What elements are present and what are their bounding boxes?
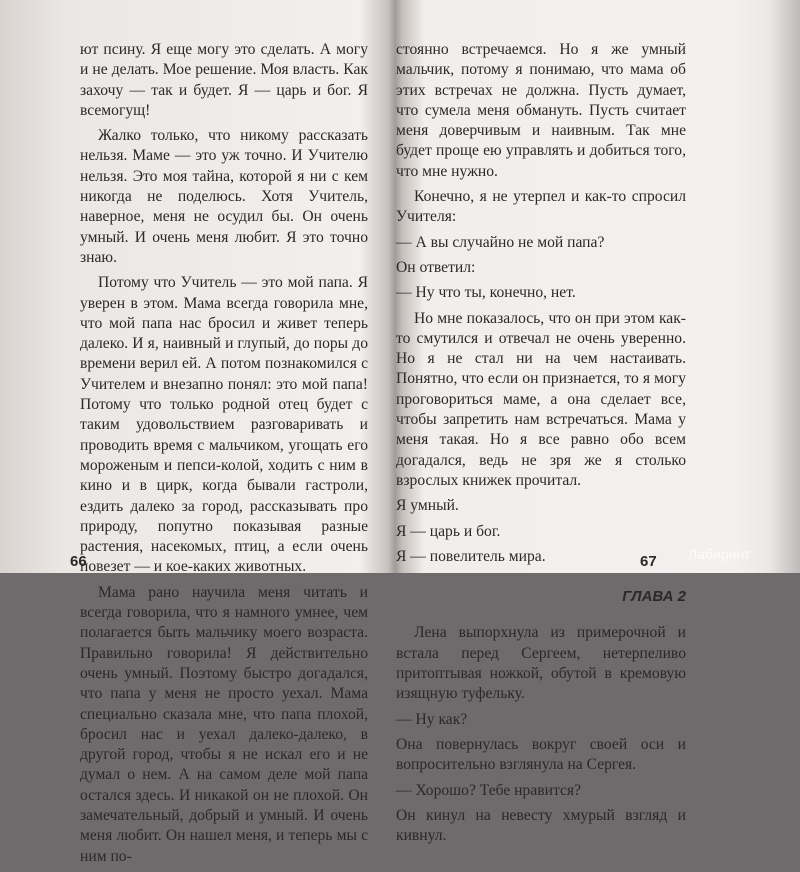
paragraph: Я умный. [396, 497, 459, 515]
paragraph: Она повернулась вокруг своей оси и вопросительно взглянула на Сергея. [396, 735, 686, 774]
paragraph: Он кинул на невесту хмурый взгляд и кивнул. [396, 806, 686, 845]
paragraph: ют псину. Я еще могу это сделать. А могу и не делать. Мое решение. Моя власть. Как захочу — так и будет. Я — царь и бог. Я всемогущ! [80, 41, 368, 119]
paragraph: — Ну как? [396, 710, 468, 728]
page-number-left: 66 [70, 553, 87, 570]
right-page-text [396, 40, 686, 851]
paragraph: — Хорошо? Тебе нравится? [396, 781, 581, 799]
paragraph: Конечно, я не утерпел и как-то спросил Учителя: [396, 188, 686, 226]
paragraph: — А вы случайно не мой папа? [396, 233, 605, 251]
paragraph: Но мне показалось, что он при этом как-то смутился и отвечал не очень уверенно. Но я не стал ни на чем настаивать. Понятно, что если он признается, то я могу проговориться маме, а она сделает все, чтобы запретить нам встречаться. Мама у меня такая. Но я все равно обо всем догадался, ведь не зря же я столько взрослых книжек прочитал. [396, 309, 686, 489]
paragraph: стоянно встречаемся. Но я же умный мальчик, потому я понимаю, что мама об этих встречах не должна. Пусть думает, что сумела меня обмануть. Пусть считает меня доверчивым и наивным. Так мне будет проще ею управлять и добиться того, что мне нужно. [396, 41, 686, 180]
left-page-text [80, 40, 368, 872]
paragraph: Потому что Учитель — это мой папа. Я уверен в этом. Мама всегда говорила мне, что мой папа нас бросил и живет теперь далеко. И я, наивный и глупый, до поры до времени верил ей. А потом познакомился с Учителем и внезапно понял: это мой папа! Потому что только родной отец будет с таким удовольствием разговаривать и проводить время с мальчиком, угощать его мороженым и пепси-колой, ходить с ним в кино и в цирк, когда бывали гастроли, ездить далеко за город, рассказывать про природу, попутно показывая разные растения, насекомых, птиц, а если очень повезет — и кое-каких животных. [80, 274, 368, 576]
paragraph: Я — повелитель мира. [396, 547, 546, 565]
watermark-label: Лабиринт [688, 546, 751, 562]
paragraph: — Ну что ты, конечно, нет. [396, 284, 576, 302]
page-number-right: 67 [640, 553, 657, 570]
paragraph: Я — царь и бог. [396, 522, 501, 540]
chapter-heading: ГЛАВА 2 [622, 588, 686, 606]
paragraph: Лена выпорхнула из примерочной и встала перед Сергеем, нетерпеливо притоптывая ножкой, обутой в кремовую изящную туфельку. [396, 624, 686, 703]
paragraph: Мама рано научила меня читать и всегда говорила, что я намного умнее, чем полагается быть мальчику моего возраста. Правильно говорила! Я действительно очень умный. Поэтому быстро догадался, что папа у меня не просто уехал. Мама специально сказала мне, что папа плохой, бросил нас и уехал далеко-далеко, в другой город, чтобы я не искал его и не думал о нем. А на самом деле мой папа остался здесь. И никакой он не плохой. Он замечательный, добрый и умный. И очень меня любит. Он нашел меня, и теперь мы с ним по- [80, 583, 368, 865]
paragraph: Жалко только, что никому рассказать нельзя. Маме — это уж точно. И Учителю нельзя. Это моя тайна, которой я ни с кем никогда не поделюсь. Хотя Учитель, наверное, меня не осудил бы. Он очень умный. И очень меня любит. Я это точно знаю. [80, 127, 368, 266]
page-edge-shadow [770, 0, 800, 573]
paragraph: Он ответил: [396, 258, 476, 276]
